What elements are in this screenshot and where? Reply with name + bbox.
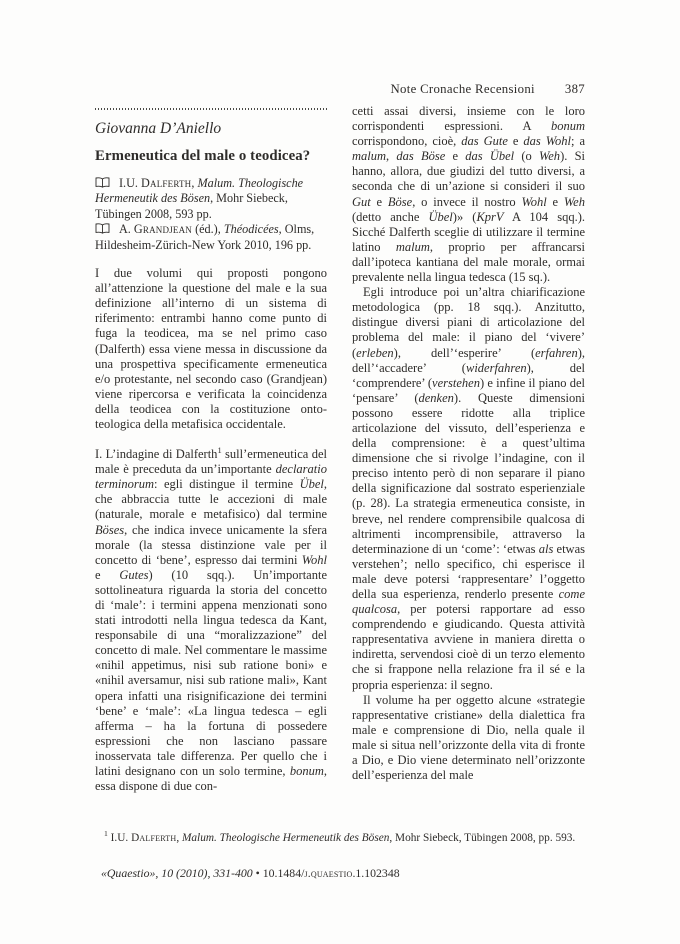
open-book-icon xyxy=(95,177,110,188)
running-header xyxy=(352,82,585,97)
paragraph-methodology: Egli introduce poi un’altra chiarificazione metodologica (pp. 18 sqq.). Anzitutto, distingue diversi piani di articolazione del problema del male: il piano del ‘vivere’ (erleben), dell’‘esperire’ (erfahren), dell’‘accadere’ (widerfahren), del ‘comprendere’ (verstehen) e infine il piano del ‘pensare’ (denken). Queste dimensioni possono essere ridotte alla triplice articolazione del vissuto, dell’esperienza e della comprensione: è a quest’ultima dimensione che si rivolge l’indagine, con il preciso intento però di non separare il piano della significazione dal sostrato esperienziale (p. 28). La strategia ermeneutica consiste, in breve, nel rendere comprensibile qualcosa di altrimenti incomprensibile, attraverso la determinazione di un ‘come’: ‘etwas als etwas verstehen’; nello specifico, chi esperisce il male deve potersi ‘rappresentare’ l’oggetto della sua esperienza, renderlo presente come qualcosa, per potersi rapportare ad esso comprendendo e giudicando. Questa attività rappresentativa avviene in maniera diretta o indiretta, servendosi cioè di un terzo elemento che si frappone nella relazione fra il sé e la propria esperienza: il segno. xyxy=(352,285,586,692)
bibliography-entry xyxy=(95,222,327,253)
journal-citation: «Quaestio», 10 (2010), 331-400 • 10.1484/j.quaestio.1.102348 xyxy=(101,866,400,880)
author-name: Giovanna D’Aniello xyxy=(95,120,222,137)
footnote: $^1$ I.U. Dalferth, Malum. Theologische Hermeneutik des Bösen, Mohr Siebeck, Tübingen 2008, pp. 593. xyxy=(104,829,576,844)
bibliography-entry-text: A. Grandjean (éd.), Théodicées, Olms, Hildesheim-Zürich-New York 2010, 196 pp. xyxy=(95,222,315,252)
paragraph-intro: I due volumi qui proposti pongono all’attenzione la questione del male e la sua definizione all’interno di un sistema di riferimento: entrambi hanno come punto di fuga la teodicea, ma se nel primo caso (Dalferth) essa viene messa in discussione da una prospettiva specificamente ermeneutica e/o protestante, nel secondo caso (Grandjean) viene ripercorsa e verificata la coincidenza della teodicea con la costituzione onto-teologica della metafisica occidentale. xyxy=(95,266,327,431)
bibliography-entry xyxy=(95,176,327,222)
bibliography-entry-text: I.U. Dalferth, Malum. Theologische Hermeneutik des Bösen, Mohr Siebeck, Tübingen 2008, 593 pp. xyxy=(95,176,304,221)
right-column xyxy=(352,104,585,783)
article-divider-rule xyxy=(95,108,327,110)
running-header-section: Note Cronache Recensioni xyxy=(390,82,535,96)
paragraph-volume-subject: Il volume ha per oggetto alcune «strategie rappresentative cristiane» della dialettica fra male e comprensione di Dio, nella quale il male si situa nell’orizzonte della vita di fronte a Dio, e Dio viene determinato nell’orizzonte dell’esperienza del male xyxy=(352,692,585,783)
article-title: Ermeneutica del male o teodicea? xyxy=(95,148,311,164)
paragraph-section-1: I. L’indagine di Dalferth$^1$ sull’ermeneutica del male è preceduta da un’importante declaratio terminorum: egli distingue il termine Übel, che abbraccia tutte le accezioni di male (naturale, morale e metafisico) dal termine Böses, che indica invece unicamente la sfera morale (la stessa distinzione vale per il concetto di ‘bene’, espresso dai termini Wohl e Gutes) (10 sqq.). Un’importante sottolineatura riguarda la storia del concetto di ‘male’: i termini appena menzionati sono stati introdotti nella lingua tedesca da Kant, responsabile di una “moralizzazione” del concetto di male. Nel commentare le massime «nihil appetimus, nisi sub ratione boni» e «nihil aversamur, nisi sub ratione mali», Kant opera infatti una risignificazione dei termini ‘bene’ e ‘male’: «La lingua tedesca – egli afferma – ha la fortuna di possedere espressioni che non lasciano passare inosservata tale differenza. Per quello che i latini designano con un solo termine, bonum, essa dispone di due con- xyxy=(95,444,327,794)
paragraph-continuation: cetti assai diversi, insieme con le loro corrispondenti espressioni. A bonum corrispondono, cioè, das Gute e das Wohl; a malum, das Böse e das Übel (o Weh). Si hanno, allora, due giudizi del tutto diversi, a seconda che di un’azione si consideri il suo Gut e Böse, o invece il nostro Wohl e Weh (detto anche Übel)» (KprV A 104 sqq.). Sicché Dalferth sceglie di utilizzare il termine latino malum, proprio per affrancarsi dall’ipoteca kantiana del male morale, ormai prevalente nella lingua tedesca (15 sq.). xyxy=(352,104,586,285)
open-book-icon xyxy=(95,223,110,234)
left-column xyxy=(95,106,327,794)
page-number: 387 xyxy=(564,82,585,96)
